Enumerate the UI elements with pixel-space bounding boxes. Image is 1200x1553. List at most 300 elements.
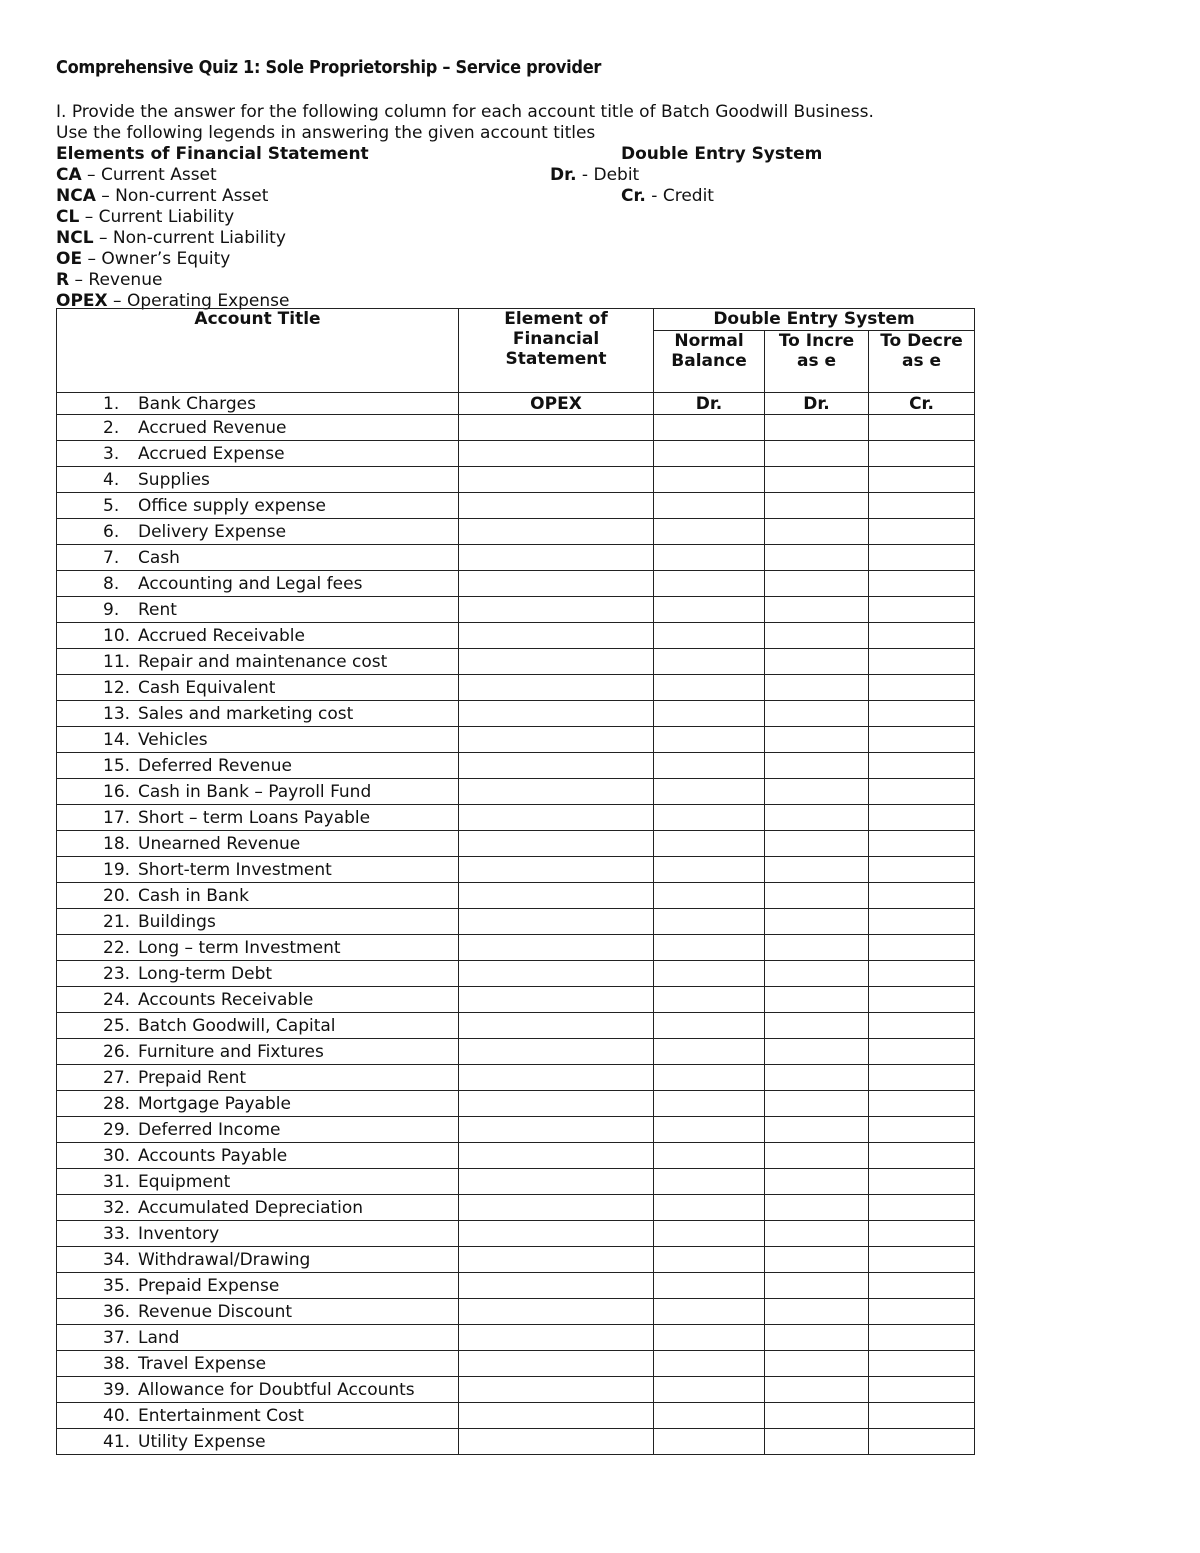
normal-balance-cell[interactable] <box>654 493 765 519</box>
row-number: 15. <box>103 755 131 776</box>
normal-balance-cell[interactable] <box>654 571 765 597</box>
to-increase-cell[interactable] <box>765 961 869 987</box>
account-title: Vehicles <box>138 729 208 750</box>
account-title-cell <box>57 1013 459 1039</box>
to-increase-cell[interactable] <box>765 1377 869 1403</box>
legend-desc: – Current Asset <box>81 165 217 185</box>
normal-balance-cell[interactable] <box>654 675 765 701</box>
element-cell[interactable] <box>459 935 654 961</box>
table-row <box>57 1065 975 1091</box>
account-title-cell <box>57 467 459 493</box>
table-row <box>57 545 975 571</box>
account-title: Utility Expense <box>138 1431 266 1452</box>
account-title: Buildings <box>138 911 216 932</box>
to-increase-cell[interactable] <box>765 727 869 753</box>
normal-balance-cell[interactable] <box>654 1221 765 1247</box>
element-cell[interactable] <box>459 857 654 883</box>
row-number: 16. <box>103 781 131 802</box>
normal-balance-cell[interactable] <box>654 1091 765 1117</box>
table-row <box>57 597 975 623</box>
account-title: Long – term Investment <box>138 937 341 958</box>
element-cell[interactable] <box>459 753 654 779</box>
element-cell[interactable] <box>459 1143 654 1169</box>
element-cell[interactable] <box>459 1377 654 1403</box>
element-cell[interactable]: OPEX <box>459 393 654 415</box>
account-title-cell <box>57 1091 459 1117</box>
table-row <box>57 805 975 831</box>
normal-balance-cell[interactable] <box>654 779 765 805</box>
table-row <box>57 1273 975 1299</box>
account-title: Accounts Payable <box>138 1145 288 1166</box>
account-title: Revenue Discount <box>138 1301 293 1322</box>
table-row <box>57 1403 975 1429</box>
row-number: 30. <box>103 1145 131 1166</box>
element-cell[interactable] <box>459 1013 654 1039</box>
to-decrease-cell[interactable] <box>869 857 975 883</box>
element-cell[interactable] <box>459 1065 654 1091</box>
to-decrease-cell[interactable] <box>869 623 975 649</box>
account-title: Accumulated Depreciation <box>138 1197 364 1218</box>
to-increase-cell[interactable] <box>765 1065 869 1091</box>
to-increase-cell[interactable] <box>765 1351 869 1377</box>
row-number: 13. <box>103 703 131 724</box>
element-cell[interactable] <box>459 1117 654 1143</box>
to-increase-cell[interactable] <box>765 1325 869 1351</box>
to-decrease-cell[interactable] <box>869 1429 975 1455</box>
normal-balance-cell[interactable] <box>654 935 765 961</box>
account-title: Accrued Revenue <box>138 417 287 438</box>
row-number: 17. <box>103 807 131 828</box>
row-number: 23. <box>103 963 131 984</box>
element-cell[interactable] <box>459 1091 654 1117</box>
legend-code: NCA <box>56 186 96 206</box>
account-title-cell <box>57 857 459 883</box>
to-decrease-cell[interactable] <box>869 1325 975 1351</box>
to-increase-cell[interactable] <box>765 649 869 675</box>
account-title-cell <box>57 1195 459 1221</box>
account-title-cell <box>57 701 459 727</box>
row-number: 11. <box>103 651 131 672</box>
to-increase-cell[interactable]: Dr. <box>765 393 869 415</box>
element-cell[interactable] <box>459 883 654 909</box>
table-row <box>57 1299 975 1325</box>
table-row <box>57 1013 975 1039</box>
to-decrease-cell[interactable] <box>869 545 975 571</box>
normal-balance-cell[interactable] <box>654 1117 765 1143</box>
legend-desc: – Non-current Liability <box>93 228 286 248</box>
element-cell[interactable] <box>459 909 654 935</box>
normal-balance-cell[interactable] <box>654 597 765 623</box>
to-decrease-cell[interactable] <box>869 1091 975 1117</box>
row-number: 31. <box>103 1171 131 1192</box>
legend-dr <box>550 165 639 186</box>
to-decrease-cell[interactable] <box>869 1169 975 1195</box>
account-title: Deferred Income <box>138 1119 281 1140</box>
row-number: 28. <box>103 1093 131 1114</box>
account-title-cell <box>57 935 459 961</box>
elements-legend-heading: Elements of Financial Statement <box>56 144 369 164</box>
to-increase-cell[interactable] <box>765 571 869 597</box>
account-title-cell <box>57 649 459 675</box>
normal-balance-cell[interactable] <box>654 441 765 467</box>
to-decrease-cell[interactable] <box>869 1247 975 1273</box>
to-decrease-cell[interactable] <box>869 1299 975 1325</box>
row-number: 7. <box>103 547 120 568</box>
account-title: Delivery Expense <box>138 521 287 542</box>
to-decrease-cell[interactable] <box>869 1351 975 1377</box>
normal-balance-cell[interactable] <box>654 831 765 857</box>
normal-balance-cell[interactable] <box>654 519 765 545</box>
to-increase-cell[interactable] <box>765 493 869 519</box>
table-row <box>57 1351 975 1377</box>
to-increase-cell[interactable] <box>765 1039 869 1065</box>
to-decrease-cell[interactable] <box>869 935 975 961</box>
to-decrease-cell[interactable] <box>869 753 975 779</box>
header-account-title: Account Title <box>57 309 459 393</box>
account-title: Short – term Loans Payable <box>138 807 371 828</box>
to-increase-cell[interactable] <box>765 545 869 571</box>
normal-balance-cell[interactable] <box>654 1013 765 1039</box>
account-title-cell <box>57 597 459 623</box>
element-cell[interactable] <box>459 519 654 545</box>
element-cell[interactable] <box>459 467 654 493</box>
to-increase-cell[interactable] <box>765 857 869 883</box>
element-cell[interactable] <box>459 571 654 597</box>
to-decrease-cell[interactable] <box>869 649 975 675</box>
to-increase-cell[interactable] <box>765 1091 869 1117</box>
to-increase-cell[interactable] <box>765 1429 869 1455</box>
to-decrease-cell[interactable] <box>869 675 975 701</box>
element-cell[interactable] <box>459 623 654 649</box>
legend-code: Dr. <box>550 165 577 185</box>
element-cell[interactable] <box>459 1403 654 1429</box>
to-decrease-cell[interactable] <box>869 1273 975 1299</box>
row-number: 10. <box>103 625 131 646</box>
account-title-cell <box>57 1403 459 1429</box>
normal-balance-cell[interactable] <box>654 649 765 675</box>
to-increase-cell[interactable] <box>765 831 869 857</box>
account-title-cell <box>57 805 459 831</box>
account-title-cell <box>57 909 459 935</box>
to-increase-cell[interactable] <box>765 1221 869 1247</box>
page-title: Comprehensive Quiz 1: Sole Proprietorship – Service provider <box>56 57 602 78</box>
account-title: Deferred Revenue <box>138 755 292 776</box>
row-number: 1. <box>103 393 120 414</box>
account-title: Furniture and Fixtures <box>138 1041 324 1062</box>
account-titles-table <box>56 308 975 1455</box>
legend-code: NCL <box>56 228 94 248</box>
document-page <box>56 56 1156 312</box>
normal-balance-cell[interactable] <box>654 701 765 727</box>
account-title-cell <box>57 1117 459 1143</box>
account-title-cell <box>57 1221 459 1247</box>
account-title-cell <box>57 571 459 597</box>
normal-balance-cell[interactable] <box>654 1403 765 1429</box>
normal-balance-cell[interactable] <box>654 623 765 649</box>
normal-balance-cell[interactable] <box>654 1351 765 1377</box>
element-cell[interactable] <box>459 1429 654 1455</box>
account-title: Long-term Debt <box>138 963 273 984</box>
element-cell[interactable] <box>459 805 654 831</box>
element-cell[interactable] <box>459 415 654 441</box>
to-decrease-cell[interactable] <box>869 441 975 467</box>
account-title: Accounts Receivable <box>138 989 314 1010</box>
to-decrease-cell[interactable] <box>869 727 975 753</box>
table-row <box>57 393 975 415</box>
to-increase-cell[interactable] <box>765 623 869 649</box>
row-number: 2. <box>103 417 120 438</box>
table-row <box>57 571 975 597</box>
to-increase-cell[interactable] <box>765 415 869 441</box>
row-number: 25. <box>103 1015 131 1036</box>
to-increase-cell[interactable] <box>765 441 869 467</box>
to-increase-cell[interactable] <box>765 1013 869 1039</box>
to-increase-cell[interactable] <box>765 1273 869 1299</box>
row-number: 24. <box>103 989 131 1010</box>
row-number: 29. <box>103 1119 131 1140</box>
element-cell[interactable] <box>459 779 654 805</box>
table-row <box>57 1143 975 1169</box>
account-title: Bank Charges <box>138 393 256 414</box>
table-row <box>57 1325 975 1351</box>
element-cell[interactable] <box>459 1247 654 1273</box>
normal-balance-cell[interactable] <box>654 415 765 441</box>
to-decrease-cell[interactable] <box>869 987 975 1013</box>
account-title: Unearned Revenue <box>138 833 301 854</box>
element-cell[interactable] <box>459 1221 654 1247</box>
to-increase-cell[interactable] <box>765 1247 869 1273</box>
legend-desc: – Owner’s Equity <box>82 249 231 269</box>
element-cell[interactable] <box>459 1299 654 1325</box>
table-row <box>57 1091 975 1117</box>
table-row <box>57 649 975 675</box>
element-cell[interactable] <box>459 961 654 987</box>
to-decrease-cell[interactable] <box>869 831 975 857</box>
to-increase-cell[interactable] <box>765 805 869 831</box>
normal-balance-cell[interactable] <box>654 1325 765 1351</box>
to-increase-cell[interactable] <box>765 883 869 909</box>
table-row <box>57 493 975 519</box>
to-decrease-cell[interactable] <box>869 1039 975 1065</box>
to-decrease-cell[interactable] <box>869 1221 975 1247</box>
to-decrease-cell[interactable] <box>869 1013 975 1039</box>
row-number: 32. <box>103 1197 131 1218</box>
element-cell[interactable] <box>459 1325 654 1351</box>
to-decrease-cell[interactable] <box>869 961 975 987</box>
row-number: 35. <box>103 1275 131 1296</box>
to-increase-cell[interactable] <box>765 1403 869 1429</box>
element-cell[interactable] <box>459 1195 654 1221</box>
table-row <box>57 623 975 649</box>
normal-balance-cell[interactable]: Dr. <box>654 393 765 415</box>
table-row <box>57 1117 975 1143</box>
element-cell[interactable] <box>459 441 654 467</box>
normal-balance-cell[interactable] <box>654 1299 765 1325</box>
to-increase-cell[interactable] <box>765 935 869 961</box>
to-decrease-cell[interactable] <box>869 1403 975 1429</box>
account-title: Prepaid Expense <box>138 1275 280 1296</box>
row-number: 8. <box>103 573 120 594</box>
to-decrease-cell[interactable] <box>869 415 975 441</box>
to-increase-cell[interactable] <box>765 753 869 779</box>
to-decrease-cell[interactable] <box>869 701 975 727</box>
to-decrease-cell[interactable] <box>869 779 975 805</box>
account-title-cell <box>57 1143 459 1169</box>
account-title: Equipment <box>138 1171 231 1192</box>
account-title: Prepaid Rent <box>138 1067 247 1088</box>
account-title-cell <box>57 493 459 519</box>
account-title: Entertainment Cost <box>138 1405 304 1426</box>
account-title-cell <box>57 987 459 1013</box>
account-title-cell <box>57 727 459 753</box>
to-decrease-cell[interactable] <box>869 493 975 519</box>
to-increase-cell[interactable] <box>765 467 869 493</box>
legend-desc: – Operating Expense <box>107 291 290 311</box>
element-cell[interactable] <box>459 1169 654 1195</box>
element-cell[interactable] <box>459 1273 654 1299</box>
normal-balance-cell[interactable] <box>654 1143 765 1169</box>
row-number: 27. <box>103 1067 131 1088</box>
element-cell[interactable] <box>459 1039 654 1065</box>
to-increase-cell[interactable] <box>765 779 869 805</box>
table-row <box>57 1169 975 1195</box>
account-title-cell <box>57 1325 459 1351</box>
to-decrease-cell[interactable]: Cr. <box>869 393 975 415</box>
to-increase-cell[interactable] <box>765 909 869 935</box>
legend-desc: - Credit <box>645 186 714 206</box>
header-normal-balance: Normal Balance <box>654 331 765 393</box>
to-decrease-cell[interactable] <box>869 1195 975 1221</box>
element-cell[interactable] <box>459 545 654 571</box>
element-cell[interactable] <box>459 727 654 753</box>
legend-row <box>56 228 1156 249</box>
to-increase-cell[interactable] <box>765 1117 869 1143</box>
to-decrease-cell[interactable] <box>869 571 975 597</box>
row-number: 12. <box>103 677 131 698</box>
row-number: 34. <box>103 1249 131 1270</box>
normal-balance-cell[interactable] <box>654 961 765 987</box>
row-number: 37. <box>103 1327 131 1348</box>
to-decrease-cell[interactable] <box>869 467 975 493</box>
to-increase-cell[interactable] <box>765 675 869 701</box>
account-title: Cash in Bank <box>138 885 249 906</box>
element-cell[interactable] <box>459 597 654 623</box>
to-decrease-cell[interactable] <box>869 805 975 831</box>
element-cell[interactable] <box>459 831 654 857</box>
normal-balance-cell[interactable] <box>654 805 765 831</box>
account-title-cell <box>57 623 459 649</box>
normal-balance-cell[interactable] <box>654 1377 765 1403</box>
normal-balance-cell[interactable] <box>654 545 765 571</box>
account-title-cell <box>57 1299 459 1325</box>
table-row <box>57 1221 975 1247</box>
legend-row <box>56 249 1156 270</box>
account-title-cell <box>57 1247 459 1273</box>
row-number: 19. <box>103 859 131 880</box>
row-number: 5. <box>103 495 120 516</box>
to-increase-cell[interactable] <box>765 1299 869 1325</box>
table-row <box>57 909 975 935</box>
account-title: Inventory <box>138 1223 220 1244</box>
row-number: 36. <box>103 1301 131 1322</box>
to-decrease-cell[interactable] <box>869 1377 975 1403</box>
legend-code: OE <box>56 249 83 269</box>
table-row <box>57 727 975 753</box>
to-increase-cell[interactable] <box>765 987 869 1013</box>
normal-balance-cell[interactable] <box>654 1065 765 1091</box>
normal-balance-cell[interactable] <box>654 753 765 779</box>
to-decrease-cell[interactable] <box>869 1065 975 1091</box>
table-row <box>57 1195 975 1221</box>
element-cell[interactable] <box>459 701 654 727</box>
to-increase-cell[interactable] <box>765 519 869 545</box>
to-increase-cell[interactable] <box>765 1143 869 1169</box>
table-row <box>57 1247 975 1273</box>
normal-balance-cell[interactable] <box>654 1039 765 1065</box>
to-decrease-cell[interactable] <box>869 883 975 909</box>
account-title: Supplies <box>138 469 210 490</box>
to-increase-cell[interactable] <box>765 1195 869 1221</box>
element-cell[interactable] <box>459 1351 654 1377</box>
account-title: Rent <box>138 599 177 620</box>
account-rows <box>57 393 975 1455</box>
normal-balance-cell[interactable] <box>654 1169 765 1195</box>
legend-code: R <box>56 270 70 290</box>
row-number: 39. <box>103 1379 131 1400</box>
header-double-entry: Double Entry System <box>654 309 975 331</box>
to-increase-cell[interactable] <box>765 1169 869 1195</box>
normal-balance-cell[interactable] <box>654 467 765 493</box>
header-element: Element of Financial Statement <box>459 309 654 393</box>
normal-balance-cell[interactable] <box>654 883 765 909</box>
legend-desc: – Current Liability <box>79 207 235 227</box>
legend-desc: – Revenue <box>69 270 163 290</box>
normal-balance-cell[interactable] <box>654 1273 765 1299</box>
normal-balance-cell[interactable] <box>654 1429 765 1455</box>
to-decrease-cell[interactable] <box>869 597 975 623</box>
element-cell[interactable] <box>459 675 654 701</box>
account-title-cell <box>57 1065 459 1091</box>
account-title: Accounting and Legal fees <box>138 573 363 594</box>
account-title-cell <box>57 1169 459 1195</box>
account-title: Cash Equivalent <box>138 677 276 698</box>
table-row <box>57 753 975 779</box>
normal-balance-cell[interactable] <box>654 1195 765 1221</box>
account-title-cell <box>57 1273 459 1299</box>
row-number: 14. <box>103 729 131 750</box>
normal-balance-cell[interactable] <box>654 857 765 883</box>
normal-balance-cell[interactable] <box>654 987 765 1013</box>
account-title: Allowance for Doubtful Accounts <box>138 1379 415 1400</box>
to-decrease-cell[interactable] <box>869 519 975 545</box>
to-decrease-cell[interactable] <box>869 1117 975 1143</box>
row-number: 33. <box>103 1223 131 1244</box>
element-cell[interactable] <box>459 987 654 1013</box>
to-decrease-cell[interactable] <box>869 1143 975 1169</box>
table-row <box>57 831 975 857</box>
element-cell[interactable] <box>459 493 654 519</box>
normal-balance-cell[interactable] <box>654 727 765 753</box>
account-title: Cash <box>138 547 180 568</box>
account-title-cell <box>57 393 459 415</box>
normal-balance-cell[interactable] <box>654 909 765 935</box>
to-decrease-cell[interactable] <box>869 909 975 935</box>
to-increase-cell[interactable] <box>765 597 869 623</box>
to-increase-cell[interactable] <box>765 701 869 727</box>
header-to-decrease: To Decreas e <box>869 331 975 393</box>
normal-balance-cell[interactable] <box>654 1247 765 1273</box>
element-cell[interactable] <box>459 649 654 675</box>
